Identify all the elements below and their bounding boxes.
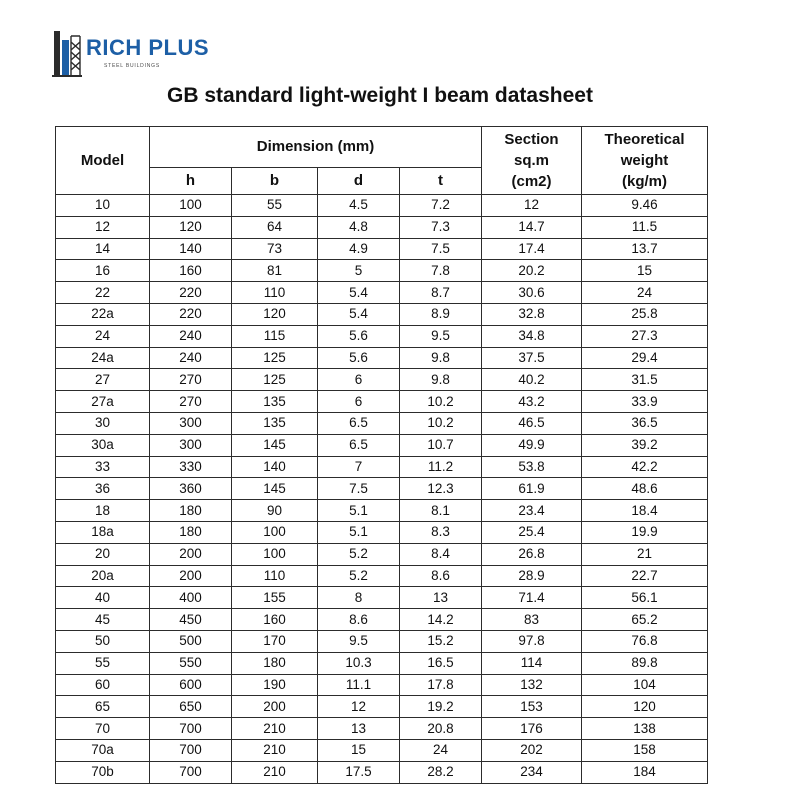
- section-cell: 202: [482, 739, 582, 761]
- t-cell: 10.2: [400, 391, 482, 413]
- b-cell: 170: [232, 630, 318, 652]
- model-cell: 10: [56, 195, 150, 217]
- weight-cell: 138: [582, 718, 708, 740]
- weight-cell: 89.8: [582, 652, 708, 674]
- d-cell: 11.1: [318, 674, 400, 696]
- t-cell: 7.8: [400, 260, 482, 282]
- model-cell: 33: [56, 456, 150, 478]
- b-cell: 190: [232, 674, 318, 696]
- section-cell: 46.5: [482, 412, 582, 434]
- model-cell: 45: [56, 609, 150, 631]
- weight-cell: 27.3: [582, 325, 708, 347]
- weight-cell: 31.5: [582, 369, 708, 391]
- model-cell: 60: [56, 674, 150, 696]
- weight-cell: 29.4: [582, 347, 708, 369]
- model-cell: 40: [56, 587, 150, 609]
- table-row: [56, 456, 708, 478]
- weight-cell: 65.2: [582, 609, 708, 631]
- d-cell: 5.4: [318, 282, 400, 304]
- d-cell: 17.5: [318, 761, 400, 783]
- h-cell: 120: [150, 216, 232, 238]
- table-row: [56, 609, 708, 631]
- weight-cell: 19.9: [582, 521, 708, 543]
- model-cell: 22a: [56, 303, 150, 325]
- h-column-header: h: [150, 168, 232, 195]
- weight-cell: 56.1: [582, 587, 708, 609]
- t-cell: 10.7: [400, 434, 482, 456]
- table-row: [56, 282, 708, 304]
- b-cell: 115: [232, 325, 318, 347]
- d-cell: 5: [318, 260, 400, 282]
- t-cell: 8.7: [400, 282, 482, 304]
- h-cell: 400: [150, 587, 232, 609]
- h-cell: 220: [150, 303, 232, 325]
- h-cell: 240: [150, 347, 232, 369]
- weight-cell: 18.4: [582, 500, 708, 522]
- weight-header-line: weight: [620, 152, 669, 169]
- table-row: [56, 674, 708, 696]
- model-cell: 24a: [56, 347, 150, 369]
- table-row: [56, 696, 708, 718]
- weight-header-line: Theoretical: [604, 131, 685, 148]
- b-cell: 180: [232, 652, 318, 674]
- section-cell: 83: [482, 609, 582, 631]
- d-cell: 5.4: [318, 303, 400, 325]
- model-cell: 20: [56, 543, 150, 565]
- model-cell: 12: [56, 216, 150, 238]
- h-cell: 200: [150, 565, 232, 587]
- page-title: GB standard light-weight I beam datasheet: [167, 84, 593, 107]
- table-row: [56, 652, 708, 674]
- weight-cell: 22.7: [582, 565, 708, 587]
- model-cell: 24: [56, 325, 150, 347]
- model-cell: 18: [56, 500, 150, 522]
- h-cell: 270: [150, 391, 232, 413]
- h-cell: 180: [150, 521, 232, 543]
- table-row: [56, 630, 708, 652]
- section-cell: 40.2: [482, 369, 582, 391]
- h-cell: 600: [150, 674, 232, 696]
- section-cell: 49.9: [482, 434, 582, 456]
- b-cell: 145: [232, 434, 318, 456]
- h-cell: 160: [150, 260, 232, 282]
- model-cell: 16: [56, 260, 150, 282]
- company-logo: [52, 28, 212, 78]
- d-cell: 5.1: [318, 521, 400, 543]
- weight-cell: 9.46: [582, 195, 708, 217]
- t-cell: 13: [400, 587, 482, 609]
- table-row: [56, 412, 708, 434]
- model-cell: 27: [56, 369, 150, 391]
- weight-cell: 15: [582, 260, 708, 282]
- t-cell: 14.2: [400, 609, 482, 631]
- t-cell: 17.8: [400, 674, 482, 696]
- t-cell: 10.2: [400, 412, 482, 434]
- model-cell: 70a: [56, 739, 150, 761]
- table-row: [56, 521, 708, 543]
- t-cell: 8.1: [400, 500, 482, 522]
- d-cell: 5.6: [318, 347, 400, 369]
- table-row: [56, 565, 708, 587]
- section-header-line: (cm2): [511, 173, 552, 190]
- t-cell: 9.8: [400, 369, 482, 391]
- t-cell: 20.8: [400, 718, 482, 740]
- model-cell: 65: [56, 696, 150, 718]
- section-cell: 234: [482, 761, 582, 783]
- d-cell: 5.2: [318, 565, 400, 587]
- weight-cell: 25.8: [582, 303, 708, 325]
- t-cell: 12.3: [400, 478, 482, 500]
- weight-cell: 24: [582, 282, 708, 304]
- table-row: [56, 434, 708, 456]
- table-row: [56, 478, 708, 500]
- weight-cell: 13.7: [582, 238, 708, 260]
- b-cell: 210: [232, 718, 318, 740]
- d-column-header: d: [318, 168, 400, 195]
- section-cell: 37.5: [482, 347, 582, 369]
- b-cell: 110: [232, 282, 318, 304]
- section-cell: 12: [482, 195, 582, 217]
- table-row: [56, 369, 708, 391]
- t-cell: 7.5: [400, 238, 482, 260]
- d-cell: 5.2: [318, 543, 400, 565]
- d-cell: 10.3: [318, 652, 400, 674]
- b-column-header: b: [232, 168, 318, 195]
- b-cell: 81: [232, 260, 318, 282]
- t-cell: 9.8: [400, 347, 482, 369]
- weight-cell: 11.5: [582, 216, 708, 238]
- section-column-header: [482, 127, 582, 195]
- t-cell: 24: [400, 739, 482, 761]
- t-cell: 19.2: [400, 696, 482, 718]
- t-cell: 16.5: [400, 652, 482, 674]
- section-cell: 61.9: [482, 478, 582, 500]
- weight-cell: 42.2: [582, 456, 708, 478]
- b-cell: 55: [232, 195, 318, 217]
- weight-cell: 21: [582, 543, 708, 565]
- h-cell: 240: [150, 325, 232, 347]
- d-cell: 4.8: [318, 216, 400, 238]
- h-cell: 270: [150, 369, 232, 391]
- section-cell: 43.2: [482, 391, 582, 413]
- t-cell: 9.5: [400, 325, 482, 347]
- b-cell: 90: [232, 500, 318, 522]
- steel-tower-icon: [52, 28, 82, 78]
- weight-cell: 39.2: [582, 434, 708, 456]
- section-cell: 14.7: [482, 216, 582, 238]
- section-cell: 32.8: [482, 303, 582, 325]
- section-cell: 53.8: [482, 456, 582, 478]
- section-cell: 23.4: [482, 500, 582, 522]
- d-cell: 4.5: [318, 195, 400, 217]
- model-cell: 70: [56, 718, 150, 740]
- section-cell: 114: [482, 652, 582, 674]
- model-cell: 55: [56, 652, 150, 674]
- table-row: [56, 500, 708, 522]
- t-cell: 28.2: [400, 761, 482, 783]
- b-cell: 125: [232, 369, 318, 391]
- d-cell: 6.5: [318, 434, 400, 456]
- model-cell: 70b: [56, 761, 150, 783]
- h-cell: 100: [150, 195, 232, 217]
- model-cell: 30: [56, 412, 150, 434]
- table-row: [56, 739, 708, 761]
- dimension-column-header: Dimension (mm): [150, 127, 482, 168]
- d-cell: 12: [318, 696, 400, 718]
- section-cell: 71.4: [482, 587, 582, 609]
- t-cell: 8.6: [400, 565, 482, 587]
- b-cell: 135: [232, 391, 318, 413]
- section-cell: 25.4: [482, 521, 582, 543]
- table-row: [56, 216, 708, 238]
- d-cell: 15: [318, 739, 400, 761]
- section-cell: 176: [482, 718, 582, 740]
- table-row: [56, 325, 708, 347]
- table-row: [56, 195, 708, 217]
- i-beam-datasheet-table: [55, 126, 708, 784]
- d-cell: 4.9: [318, 238, 400, 260]
- t-cell: 15.2: [400, 630, 482, 652]
- weight-cell: 120: [582, 696, 708, 718]
- weight-header-line: (kg/m): [622, 173, 668, 190]
- table-row: [56, 761, 708, 783]
- b-cell: 64: [232, 216, 318, 238]
- b-cell: 125: [232, 347, 318, 369]
- weight-cell: 104: [582, 674, 708, 696]
- h-cell: 330: [150, 456, 232, 478]
- table-row: [56, 587, 708, 609]
- logo-tagline: STEEL BUILDINGS: [104, 63, 160, 69]
- weight-cell: 184: [582, 761, 708, 783]
- b-cell: 200: [232, 696, 318, 718]
- b-cell: 160: [232, 609, 318, 631]
- t-cell: 8.3: [400, 521, 482, 543]
- t-cell: 7.3: [400, 216, 482, 238]
- t-cell: 8.4: [400, 543, 482, 565]
- model-cell: 50: [56, 630, 150, 652]
- h-cell: 360: [150, 478, 232, 500]
- table-row: [56, 238, 708, 260]
- h-cell: 180: [150, 500, 232, 522]
- h-cell: 200: [150, 543, 232, 565]
- section-cell: 17.4: [482, 238, 582, 260]
- weight-cell: 36.5: [582, 412, 708, 434]
- model-cell: 30a: [56, 434, 150, 456]
- weight-cell: 158: [582, 739, 708, 761]
- d-cell: 7: [318, 456, 400, 478]
- h-cell: 220: [150, 282, 232, 304]
- b-cell: 135: [232, 412, 318, 434]
- h-cell: 550: [150, 652, 232, 674]
- table-row: [56, 260, 708, 282]
- b-cell: 210: [232, 739, 318, 761]
- d-cell: 9.5: [318, 630, 400, 652]
- model-cell: 20a: [56, 565, 150, 587]
- model-cell: 14: [56, 238, 150, 260]
- b-cell: 100: [232, 543, 318, 565]
- t-cell: 8.9: [400, 303, 482, 325]
- b-cell: 73: [232, 238, 318, 260]
- b-cell: 145: [232, 478, 318, 500]
- section-cell: 26.8: [482, 543, 582, 565]
- h-cell: 700: [150, 718, 232, 740]
- h-cell: 300: [150, 434, 232, 456]
- t-cell: 7.2: [400, 195, 482, 217]
- model-cell: 36: [56, 478, 150, 500]
- d-cell: 13: [318, 718, 400, 740]
- section-cell: 34.8: [482, 325, 582, 347]
- logo-brand-name: RICH PLUS: [86, 35, 210, 60]
- t-column-header: t: [400, 168, 482, 195]
- d-cell: 7.5: [318, 478, 400, 500]
- weight-cell: 48.6: [582, 478, 708, 500]
- b-cell: 120: [232, 303, 318, 325]
- h-cell: 700: [150, 761, 232, 783]
- b-cell: 210: [232, 761, 318, 783]
- section-cell: 20.2: [482, 260, 582, 282]
- d-cell: 6: [318, 391, 400, 413]
- section-cell: 97.8: [482, 630, 582, 652]
- section-header-line: sq.m: [514, 152, 550, 169]
- h-cell: 650: [150, 696, 232, 718]
- weight-column-header: [582, 127, 708, 195]
- h-cell: 500: [150, 630, 232, 652]
- table-row: [56, 391, 708, 413]
- h-cell: 140: [150, 238, 232, 260]
- model-cell: 22: [56, 282, 150, 304]
- t-cell: 11.2: [400, 456, 482, 478]
- table-row: [56, 303, 708, 325]
- d-cell: 6: [318, 369, 400, 391]
- d-cell: 5.6: [318, 325, 400, 347]
- section-cell: 28.9: [482, 565, 582, 587]
- section-cell: 132: [482, 674, 582, 696]
- b-cell: 140: [232, 456, 318, 478]
- d-cell: 6.5: [318, 412, 400, 434]
- section-cell: 30.6: [482, 282, 582, 304]
- model-cell: 18a: [56, 521, 150, 543]
- model-column-header: Model: [56, 127, 150, 195]
- b-cell: 155: [232, 587, 318, 609]
- table-row: [56, 718, 708, 740]
- table-body: [56, 195, 708, 784]
- section-cell: 153: [482, 696, 582, 718]
- b-cell: 100: [232, 521, 318, 543]
- table-row: [56, 347, 708, 369]
- weight-cell: 33.9: [582, 391, 708, 413]
- table-row: [56, 543, 708, 565]
- model-cell: 27a: [56, 391, 150, 413]
- h-cell: 300: [150, 412, 232, 434]
- weight-cell: 76.8: [582, 630, 708, 652]
- d-cell: 8: [318, 587, 400, 609]
- b-cell: 110: [232, 565, 318, 587]
- d-cell: 8.6: [318, 609, 400, 631]
- section-header-line: Section: [504, 131, 559, 148]
- h-cell: 700: [150, 739, 232, 761]
- h-cell: 450: [150, 609, 232, 631]
- d-cell: 5.1: [318, 500, 400, 522]
